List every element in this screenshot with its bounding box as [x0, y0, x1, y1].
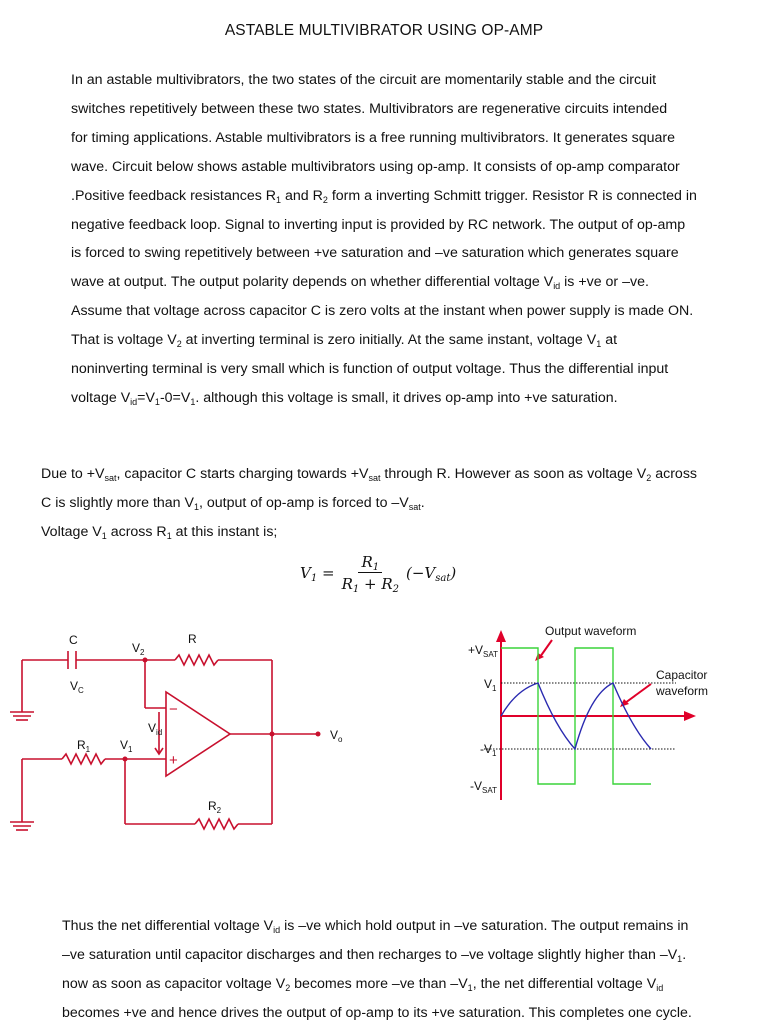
formula-numerator: $R_1$ [358, 553, 382, 573]
output-waveform-label: Output waveform [545, 624, 637, 638]
formula-factor: $(-V_{sat})$ [406, 564, 457, 584]
text-line: noninverting terminal is very small which is function of output voltage. Thus the differential input [71, 361, 669, 378]
text-line: Voltage $V_1$ across $R_1$ at this instant is; [41, 524, 278, 541]
text-line: for timing applications. Astable multivibrators is a free running multivibrators. It generates square [71, 129, 676, 146]
output-node [270, 732, 275, 737]
v1-formula [300, 553, 456, 593]
waveform-diagram [440, 620, 740, 810]
circuit-wires [10, 651, 318, 830]
capacitor-waveform-label-1: Capacitor [656, 668, 708, 682]
text-line: That is voltage $V_2$ at inverting terminal is zero initially. At the same instant, voltage $V_1$ at [71, 332, 618, 350]
vo-label: $V_o$ [330, 728, 343, 744]
capacitor-waveform-label-2: waveform [656, 684, 709, 698]
intro-paragraph [71, 66, 697, 413]
text-line: negative feedback loop. Signal to inverting input is provided by RC network. The output of op-amp [71, 216, 686, 233]
text-line: Thus the net differential voltage $V_{id}$ is –ve which hold output in –ve saturation. The output remains in [62, 918, 689, 935]
v1-level-label: $V_1$ [484, 677, 497, 693]
noninverting-sign: + [169, 752, 178, 769]
text-line: is forced to swing repetitively between +ve saturation and –ve saturation which generates square [71, 245, 679, 262]
formula-fraction [339, 553, 402, 593]
waveform-axes [496, 630, 696, 800]
text-line: Assume that voltage across capacitor C is zero volts at the instant when power supply is made ON. [71, 303, 694, 320]
v2-label: $V_2$ [132, 641, 145, 657]
text-line: wave. Circuit below shows astable multivibrators using op-amp. It consists of op-amp comparator [71, 158, 680, 175]
inverting-sign: − [169, 701, 178, 718]
r2-label: $R_2$ [208, 799, 222, 815]
formula-lhs: $V_1$ = [300, 564, 335, 584]
vo-terminal [316, 732, 321, 737]
v2-node [143, 658, 148, 663]
v1-label: $V_1$ [120, 738, 133, 754]
text-line: voltage $V_{id}=V_1-0=V_1$. although this voltage is small, it drives op-amp into +ve saturation. [71, 389, 618, 407]
page-title: ASTABLE MULTIVIBRATOR USING OP-AMP [224, 22, 544, 39]
charging-paragraph [41, 460, 697, 547]
capacitor-label: C [69, 633, 78, 647]
astable-circuit-diagram [0, 620, 380, 840]
discharge-paragraph [62, 912, 692, 1028]
neg-v1-level-label: $-V_1$ [480, 742, 497, 758]
text-line: Due to $+V_{sat}$, capacitor C starts charging towards $+V_{sat}$ through R. However as soon as voltage $V_2$ across [41, 466, 698, 483]
text-line: wave at output. The output polarity depends on whether differential voltage $V_{id}$ is +ve or –ve. [71, 274, 649, 292]
text-line: now as soon as capacitor voltage $V_2$ becomes more –ve than $-V_1$, the net differential voltage $V_{id}$ [62, 976, 664, 993]
text-line: becomes +ve and hence drives the output of op-amp to its +ve saturation. This completes one cycle. [62, 1005, 692, 1021]
vsat-positive-label: $+V_{SAT}$ [468, 643, 498, 659]
text-line: –ve saturation until capacitor discharges and then recharges to –ve voltage slightly higher than $-V_1$. [62, 947, 687, 964]
r1-label: $R_1$ [77, 738, 91, 754]
text-line: In an astable multivibrators, the two states of the circuit are momentarily stable and the circuit [71, 72, 657, 88]
text-line: C is slightly more than $V_1$, output of op-amp is forced to $-V_{sat}$. [41, 495, 425, 512]
vsat-negative-label: $-V_{SAT}$ [470, 779, 497, 795]
resistor-r-label: R [188, 632, 197, 646]
text-line: .Positive feedback resistances $R_1$ and $R_2$ form a inverting Schmitt trigger. Resistor R is connected in [71, 187, 697, 205]
text-line: switches repetitively between these two states. Multivibrators are regenerative circuits intended [71, 100, 668, 117]
formula-denominator: $R_1 + R_2$ [341, 575, 400, 595]
v1-node [123, 757, 128, 762]
vc-label: $V_C$ [70, 679, 84, 695]
vid-label: $V_{id}$ [148, 721, 163, 737]
